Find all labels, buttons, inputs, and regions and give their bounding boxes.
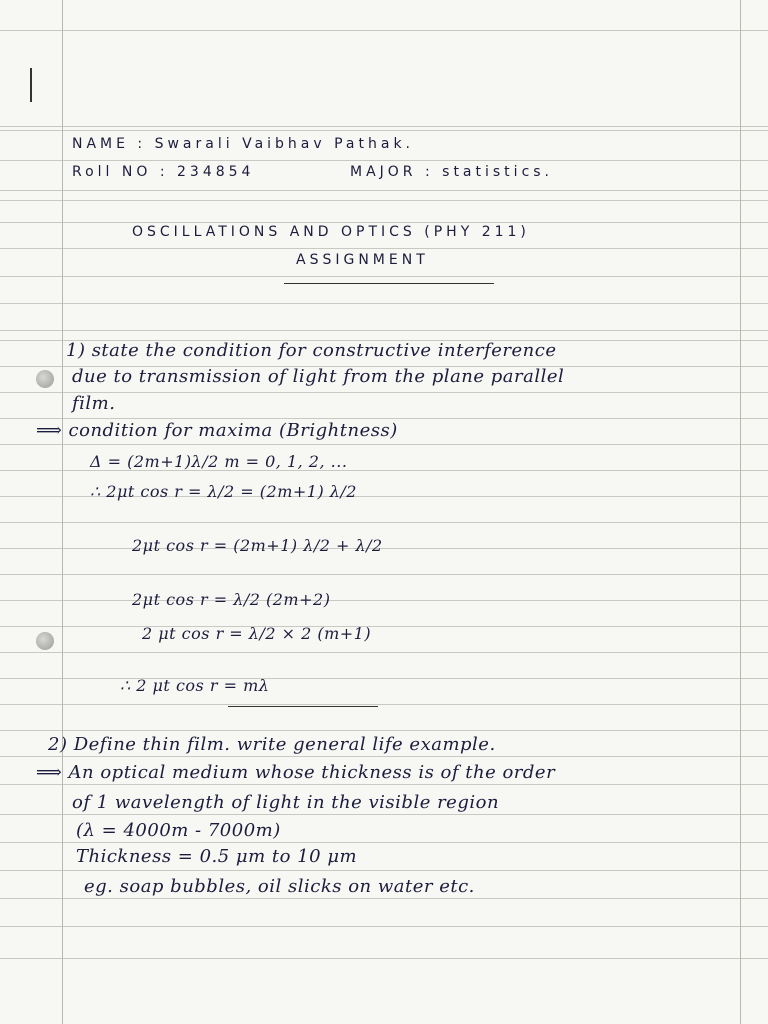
ruled-line: [0, 126, 768, 127]
ruled-line: [0, 130, 768, 131]
q1-question-line-1: 1) state the condition for constructive interference: [66, 340, 557, 361]
binder-hole: [36, 632, 54, 650]
ruled-line: [0, 303, 768, 304]
ruled-line: [0, 522, 768, 523]
q2-answer-line-1: ⟹ An optical medium whose thickness is of the order: [36, 762, 556, 783]
equation-6: ∴ 2 μt cos r = mλ: [120, 676, 270, 695]
course-title: OSCILLATIONS AND OPTICS (PHY 211): [132, 224, 530, 240]
q1-question-line-3: film.: [72, 393, 116, 414]
ruled-line: [0, 652, 768, 653]
ruled-line: [0, 756, 768, 757]
title-underline: [284, 283, 494, 284]
ruled-line: [0, 330, 768, 331]
right-margin-line: [740, 0, 741, 1024]
q2-answer-line-4: Thickness = 0.5 μm to 10 μm: [76, 846, 358, 867]
left-margin-line: [62, 0, 63, 1024]
q2-answer-line-2: of 1 wavelength of light in the visible region: [72, 792, 500, 813]
ruled-line: [0, 704, 768, 705]
result-underline: [228, 706, 378, 707]
name-line: NAME : Swarali Vaibhav Pathak.: [72, 136, 414, 152]
ruled-line: [0, 548, 768, 549]
q2-question: 2) Define thin film. write general life example.: [48, 734, 496, 755]
ruled-line: [0, 418, 768, 419]
ruled-line: [0, 730, 768, 731]
ruled-line: [0, 30, 768, 31]
ruled-line: [0, 842, 768, 843]
ruled-line: [0, 926, 768, 927]
ruled-line: [0, 200, 768, 201]
ruled-line: [0, 248, 768, 249]
equation-5: 2 μt cos r = λ/2 × 2 (m+1): [142, 624, 372, 643]
ruled-line: [0, 600, 768, 601]
ruled-line: [0, 898, 768, 899]
q1-question-line-2: due to transmission of light from the plane parallel: [72, 366, 565, 387]
pen-mark: [30, 68, 32, 102]
ruled-line: [0, 276, 768, 277]
ruled-line: [0, 870, 768, 871]
roll-number: Roll NO : 234854: [72, 164, 255, 180]
binder-hole: [36, 370, 54, 388]
ruled-line: [0, 160, 768, 161]
ruled-line: [0, 784, 768, 785]
equation-1: Δ = (2m+1)λ/2 m = 0, 1, 2, ...: [90, 452, 348, 471]
ruled-line: [0, 814, 768, 815]
ruled-line: [0, 190, 768, 191]
assignment-title: ASSIGNMENT: [296, 252, 429, 268]
ruled-line: [0, 958, 768, 959]
q2-answer-line-3: (λ = 4000m - 7000m): [76, 820, 281, 841]
ruled-line: [0, 444, 768, 445]
q2-answer-line-5: eg. soap bubbles, oil slicks on water etc.: [84, 876, 475, 897]
ruled-line: [0, 222, 768, 223]
equation-4: 2μt cos r = λ/2 (2m+2): [132, 590, 331, 609]
ruled-line: [0, 574, 768, 575]
equation-3: 2μt cos r = (2m+1) λ/2 + λ/2: [132, 536, 383, 555]
ruled-line: [0, 626, 768, 627]
q1-answer-heading: ⟹ condition for maxima (Brightness): [36, 420, 398, 441]
ruled-line: [0, 678, 768, 679]
major: MAJOR : statistics.: [350, 164, 554, 180]
equation-2: ∴ 2μt cos r = λ/2 = (2m+1) λ/2: [90, 482, 357, 501]
